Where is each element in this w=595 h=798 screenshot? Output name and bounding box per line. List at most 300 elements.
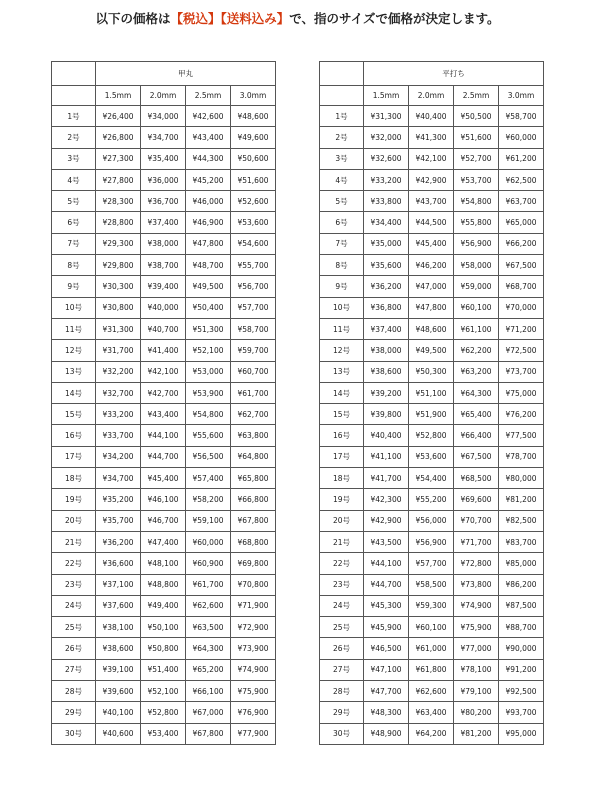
corner-cell xyxy=(320,62,364,86)
price-cell: ¥56,500 xyxy=(186,446,231,467)
width-header: 1.5mm xyxy=(96,86,141,106)
price-cell: ¥52,700 xyxy=(454,148,499,169)
price-cell: ¥51,900 xyxy=(409,404,454,425)
price-cell: ¥48,100 xyxy=(141,553,186,574)
price-cell: ¥60,100 xyxy=(454,297,499,318)
price-cell: ¥56,700 xyxy=(231,276,276,297)
price-cell: ¥82,500 xyxy=(499,510,544,531)
table-row xyxy=(320,340,544,361)
price-cell: ¥52,100 xyxy=(186,340,231,361)
ring-size-cell: 18号 xyxy=(52,468,96,489)
price-cell: ¥32,600 xyxy=(364,148,409,169)
price-cell: ¥43,500 xyxy=(364,531,409,552)
ring-size-cell: 15号 xyxy=(52,404,96,425)
price-cell: ¥38,600 xyxy=(364,361,409,382)
price-cell: ¥90,000 xyxy=(499,638,544,659)
price-cell: ¥67,500 xyxy=(454,446,499,467)
table-row xyxy=(320,638,544,659)
price-cell: ¥91,200 xyxy=(499,659,544,680)
price-cell: ¥78,700 xyxy=(499,446,544,467)
ring-size-cell: 11号 xyxy=(52,318,96,339)
price-cell: ¥40,000 xyxy=(141,297,186,318)
price-cell: ¥63,400 xyxy=(409,702,454,723)
table-row xyxy=(52,148,276,169)
width-header: 2.5mm xyxy=(186,86,231,106)
price-cell: ¥30,300 xyxy=(96,276,141,297)
price-cell: ¥46,100 xyxy=(141,489,186,510)
ring-size-cell: 22号 xyxy=(320,553,364,574)
ring-size-cell: 27号 xyxy=(320,659,364,680)
price-cell: ¥60,700 xyxy=(231,361,276,382)
price-cell: ¥85,000 xyxy=(499,553,544,574)
price-cell: ¥46,900 xyxy=(186,212,231,233)
table-row xyxy=(52,318,276,339)
ring-size-cell: 25号 xyxy=(320,617,364,638)
price-cell: ¥35,400 xyxy=(141,148,186,169)
ring-size-cell: 23号 xyxy=(320,574,364,595)
ring-size-cell: 8号 xyxy=(52,255,96,276)
price-cell: ¥88,700 xyxy=(499,617,544,638)
price-cell: ¥42,900 xyxy=(409,169,454,190)
headline-text-2: で、指のサイズで価格が決定します。 xyxy=(289,11,500,26)
price-cell: ¥36,800 xyxy=(364,297,409,318)
price-cell: ¥38,000 xyxy=(141,233,186,254)
ring-size-cell: 3号 xyxy=(52,148,96,169)
table-row xyxy=(52,574,276,595)
table-row xyxy=(320,404,544,425)
price-cell: ¥42,700 xyxy=(141,382,186,403)
ring-size-cell: 18号 xyxy=(320,468,364,489)
ring-size-cell: 13号 xyxy=(52,361,96,382)
price-cell: ¥42,900 xyxy=(364,510,409,531)
ring-size-cell: 12号 xyxy=(320,340,364,361)
table-row xyxy=(52,617,276,638)
price-cell: ¥30,800 xyxy=(96,297,141,318)
price-cell: ¥92,500 xyxy=(499,681,544,702)
price-cell: ¥70,800 xyxy=(231,574,276,595)
ring-size-cell: 24号 xyxy=(52,595,96,616)
price-cell: ¥64,800 xyxy=(231,446,276,467)
price-cell: ¥34,400 xyxy=(364,212,409,233)
table-row xyxy=(52,595,276,616)
price-cell: ¥76,200 xyxy=(499,404,544,425)
table-row xyxy=(320,297,544,318)
width-header: 2.5mm xyxy=(454,86,499,106)
table-row xyxy=(320,510,544,531)
price-cell: ¥52,600 xyxy=(231,191,276,212)
price-cell: ¥71,700 xyxy=(454,531,499,552)
ring-size-cell: 20号 xyxy=(320,510,364,531)
corner-cell xyxy=(52,62,96,86)
price-cell: ¥80,000 xyxy=(499,468,544,489)
table-row xyxy=(52,553,276,574)
style-label: 平打ち xyxy=(364,62,544,86)
table-row xyxy=(52,169,276,190)
table-row xyxy=(52,340,276,361)
ring-size-cell: 5号 xyxy=(320,191,364,212)
price-cell: ¥50,400 xyxy=(186,297,231,318)
price-cell: ¥68,500 xyxy=(454,468,499,489)
price-cell: ¥43,400 xyxy=(141,404,186,425)
table-row xyxy=(52,233,276,254)
price-cell: ¥28,300 xyxy=(96,191,141,212)
table-row xyxy=(320,489,544,510)
ring-size-cell: 20号 xyxy=(52,510,96,531)
price-cell: ¥39,600 xyxy=(96,681,141,702)
price-cell: ¥71,900 xyxy=(231,595,276,616)
ring-size-cell: 10号 xyxy=(52,297,96,318)
price-cell: ¥40,400 xyxy=(409,106,454,127)
price-cell: ¥45,200 xyxy=(186,169,231,190)
table-row xyxy=(52,681,276,702)
price-cell: ¥58,700 xyxy=(231,318,276,339)
table-row xyxy=(320,723,544,744)
ring-size-cell: 27号 xyxy=(52,659,96,680)
table-row xyxy=(320,595,544,616)
table-row xyxy=(52,255,276,276)
price-cell: ¥54,800 xyxy=(186,404,231,425)
price-cell: ¥48,600 xyxy=(231,106,276,127)
ring-size-cell: 21号 xyxy=(52,531,96,552)
ring-size-cell: 30号 xyxy=(52,723,96,744)
price-cell: ¥70,700 xyxy=(454,510,499,531)
table-row xyxy=(320,276,544,297)
price-cell: ¥76,900 xyxy=(231,702,276,723)
price-cell: ¥54,800 xyxy=(454,191,499,212)
table-row xyxy=(320,446,544,467)
price-cell: ¥36,000 xyxy=(141,169,186,190)
price-cell: ¥41,700 xyxy=(364,468,409,489)
price-table-komaru xyxy=(51,61,276,745)
ring-size-cell: 16号 xyxy=(320,425,364,446)
price-cell: ¥43,400 xyxy=(186,127,231,148)
table-row xyxy=(52,297,276,318)
price-cell: ¥54,600 xyxy=(231,233,276,254)
table-row xyxy=(320,233,544,254)
ring-size-cell: 23号 xyxy=(52,574,96,595)
price-cell: ¥58,200 xyxy=(186,489,231,510)
style-label: 甲丸 xyxy=(96,62,276,86)
price-cell: ¥47,700 xyxy=(364,681,409,702)
price-cell: ¥40,600 xyxy=(96,723,141,744)
price-cell: ¥67,800 xyxy=(186,723,231,744)
price-cell: ¥75,900 xyxy=(231,681,276,702)
price-cell: ¥34,000 xyxy=(141,106,186,127)
table-row xyxy=(52,510,276,531)
price-cell: ¥48,700 xyxy=(186,255,231,276)
ring-size-cell: 9号 xyxy=(52,276,96,297)
price-cell: ¥66,800 xyxy=(231,489,276,510)
price-cell: ¥77,500 xyxy=(499,425,544,446)
price-cell: ¥37,400 xyxy=(141,212,186,233)
table-row xyxy=(52,212,276,233)
price-cell: ¥42,600 xyxy=(186,106,231,127)
price-cell: ¥60,900 xyxy=(186,553,231,574)
price-cell: ¥36,200 xyxy=(96,531,141,552)
price-cell: ¥61,100 xyxy=(454,318,499,339)
ring-size-cell: 1号 xyxy=(320,106,364,127)
ring-size-cell: 15号 xyxy=(320,404,364,425)
price-cell: ¥46,000 xyxy=(186,191,231,212)
price-cell: ¥52,800 xyxy=(409,425,454,446)
width-header: 1.5mm xyxy=(364,86,409,106)
price-cell: ¥41,400 xyxy=(141,340,186,361)
price-cell: ¥40,100 xyxy=(96,702,141,723)
price-cell: ¥69,800 xyxy=(231,553,276,574)
headline-shipping-label: 【送料込み】 xyxy=(220,11,290,26)
price-cell: ¥27,300 xyxy=(96,148,141,169)
price-cell: ¥46,200 xyxy=(409,255,454,276)
table-row xyxy=(52,659,276,680)
price-cell: ¥51,300 xyxy=(186,318,231,339)
price-cell: ¥35,200 xyxy=(96,489,141,510)
price-cell: ¥49,500 xyxy=(186,276,231,297)
price-cell: ¥47,800 xyxy=(409,297,454,318)
table-row xyxy=(320,382,544,403)
table-row xyxy=(52,638,276,659)
price-cell: ¥38,000 xyxy=(364,340,409,361)
price-cell: ¥74,900 xyxy=(454,595,499,616)
price-cell: ¥67,500 xyxy=(499,255,544,276)
price-cell: ¥49,600 xyxy=(231,127,276,148)
price-cell: ¥26,800 xyxy=(96,127,141,148)
price-cell: ¥53,000 xyxy=(186,361,231,382)
table-row xyxy=(320,617,544,638)
price-cell: ¥81,200 xyxy=(454,723,499,744)
price-cell: ¥62,500 xyxy=(499,169,544,190)
price-cell: ¥48,300 xyxy=(364,702,409,723)
price-cell: ¥47,000 xyxy=(409,276,454,297)
price-cell: ¥38,100 xyxy=(96,617,141,638)
price-cell: ¥74,900 xyxy=(231,659,276,680)
price-cell: ¥54,400 xyxy=(409,468,454,489)
price-cell: ¥52,100 xyxy=(141,681,186,702)
price-cell: ¥83,700 xyxy=(499,531,544,552)
price-cell: ¥50,600 xyxy=(231,148,276,169)
ring-size-cell: 2号 xyxy=(320,127,364,148)
price-cell: ¥73,800 xyxy=(454,574,499,595)
price-cell: ¥72,800 xyxy=(454,553,499,574)
price-cell: ¥31,300 xyxy=(364,106,409,127)
price-cell: ¥39,200 xyxy=(364,382,409,403)
table-row xyxy=(320,702,544,723)
price-cell: ¥37,400 xyxy=(364,318,409,339)
ring-size-cell: 30号 xyxy=(320,723,364,744)
price-cell: ¥67,000 xyxy=(186,702,231,723)
price-cell: ¥48,600 xyxy=(409,318,454,339)
price-cell: ¥73,900 xyxy=(231,638,276,659)
price-cell: ¥36,600 xyxy=(96,553,141,574)
price-cell: ¥42,100 xyxy=(409,148,454,169)
price-cell: ¥61,800 xyxy=(409,659,454,680)
price-cell: ¥35,600 xyxy=(364,255,409,276)
price-cell: ¥55,200 xyxy=(409,489,454,510)
price-cell: ¥44,700 xyxy=(141,446,186,467)
price-cell: ¥27,800 xyxy=(96,169,141,190)
headline-underline xyxy=(110,28,488,34)
price-cell: ¥45,900 xyxy=(364,617,409,638)
price-cell: ¥50,800 xyxy=(141,638,186,659)
price-cell: ¥43,700 xyxy=(409,191,454,212)
width-header: 3.0mm xyxy=(499,86,544,106)
table-row xyxy=(320,148,544,169)
price-cell: ¥72,900 xyxy=(231,617,276,638)
corner-cell xyxy=(52,86,96,106)
table-row xyxy=(320,212,544,233)
price-cell: ¥68,700 xyxy=(499,276,544,297)
price-cell: ¥41,300 xyxy=(409,127,454,148)
price-cell: ¥40,400 xyxy=(364,425,409,446)
ring-size-cell: 7号 xyxy=(320,233,364,254)
price-cell: ¥68,800 xyxy=(231,531,276,552)
price-cell: ¥57,700 xyxy=(231,297,276,318)
ring-size-cell: 3号 xyxy=(320,148,364,169)
price-cell: ¥61,200 xyxy=(499,148,544,169)
ring-size-cell: 2号 xyxy=(52,127,96,148)
price-cell: ¥62,600 xyxy=(409,681,454,702)
price-cell: ¥58,500 xyxy=(409,574,454,595)
price-cell: ¥61,000 xyxy=(409,638,454,659)
price-cell: ¥65,800 xyxy=(231,468,276,489)
price-cell: ¥47,800 xyxy=(186,233,231,254)
ring-size-cell: 28号 xyxy=(320,681,364,702)
price-cell: ¥35,000 xyxy=(364,233,409,254)
price-cell: ¥58,000 xyxy=(454,255,499,276)
price-cell: ¥63,800 xyxy=(231,425,276,446)
price-cell: ¥73,700 xyxy=(499,361,544,382)
price-cell: ¥58,700 xyxy=(499,106,544,127)
ring-size-cell: 17号 xyxy=(52,446,96,467)
width-header: 2.0mm xyxy=(409,86,454,106)
ring-size-cell: 5号 xyxy=(52,191,96,212)
price-cell: ¥63,500 xyxy=(186,617,231,638)
price-table-hirauchi xyxy=(319,61,544,745)
table-row xyxy=(52,723,276,744)
ring-size-cell: 11号 xyxy=(320,318,364,339)
table-row xyxy=(52,425,276,446)
ring-size-cell: 6号 xyxy=(52,212,96,233)
price-cell: ¥61,700 xyxy=(186,574,231,595)
price-cell: ¥56,000 xyxy=(409,510,454,531)
ring-size-cell: 10号 xyxy=(320,297,364,318)
ring-size-cell: 6号 xyxy=(320,212,364,233)
ring-size-cell: 4号 xyxy=(52,169,96,190)
headline-text-1: 以下の価格は xyxy=(95,11,171,26)
ring-size-cell: 8号 xyxy=(320,255,364,276)
price-cell: ¥63,200 xyxy=(454,361,499,382)
price-cell: ¥33,800 xyxy=(364,191,409,212)
price-cell: ¥63,700 xyxy=(499,191,544,212)
ring-size-cell: 16号 xyxy=(52,425,96,446)
price-cell: ¥34,700 xyxy=(141,127,186,148)
table-row xyxy=(320,169,544,190)
price-cell: ¥44,100 xyxy=(141,425,186,446)
ring-size-cell: 29号 xyxy=(320,702,364,723)
table-row xyxy=(52,106,276,127)
price-cell: ¥60,100 xyxy=(409,617,454,638)
price-cell: ¥59,300 xyxy=(409,595,454,616)
table-row xyxy=(320,553,544,574)
price-cell: ¥47,400 xyxy=(141,531,186,552)
price-headline xyxy=(0,6,595,32)
table-row xyxy=(320,425,544,446)
price-cell: ¥33,700 xyxy=(96,425,141,446)
price-cell: ¥86,200 xyxy=(499,574,544,595)
price-cell: ¥42,100 xyxy=(141,361,186,382)
price-cell: ¥35,700 xyxy=(96,510,141,531)
price-cell: ¥79,100 xyxy=(454,681,499,702)
price-cell: ¥81,200 xyxy=(499,489,544,510)
ring-size-cell: 21号 xyxy=(320,531,364,552)
price-cell: ¥61,700 xyxy=(231,382,276,403)
price-cell: ¥51,600 xyxy=(454,127,499,148)
price-cell: ¥48,900 xyxy=(364,723,409,744)
ring-size-cell: 13号 xyxy=(320,361,364,382)
price-cell: ¥33,200 xyxy=(364,169,409,190)
table-row xyxy=(320,318,544,339)
ring-size-cell: 26号 xyxy=(320,638,364,659)
table-row xyxy=(320,106,544,127)
ring-size-cell: 25号 xyxy=(52,617,96,638)
ring-size-cell: 17号 xyxy=(320,446,364,467)
price-cell: ¥50,300 xyxy=(409,361,454,382)
price-cell: ¥80,200 xyxy=(454,702,499,723)
price-cell: ¥59,700 xyxy=(231,340,276,361)
ring-size-cell: 29号 xyxy=(52,702,96,723)
price-cell: ¥77,000 xyxy=(454,638,499,659)
price-cell: ¥45,400 xyxy=(141,468,186,489)
price-cell: ¥37,600 xyxy=(96,595,141,616)
ring-size-cell: 22号 xyxy=(52,553,96,574)
price-cell: ¥67,800 xyxy=(231,510,276,531)
price-cell: ¥36,700 xyxy=(141,191,186,212)
price-cell: ¥53,400 xyxy=(141,723,186,744)
price-cell: ¥62,600 xyxy=(186,595,231,616)
ring-size-cell: 4号 xyxy=(320,169,364,190)
table-row xyxy=(52,404,276,425)
table-row xyxy=(52,382,276,403)
price-cell: ¥44,700 xyxy=(364,574,409,595)
ring-size-cell: 12号 xyxy=(52,340,96,361)
price-cell: ¥40,700 xyxy=(141,318,186,339)
price-cell: ¥55,600 xyxy=(186,425,231,446)
price-cell: ¥56,900 xyxy=(454,233,499,254)
table-row xyxy=(52,531,276,552)
price-cell: ¥64,200 xyxy=(409,723,454,744)
price-cell: ¥37,100 xyxy=(96,574,141,595)
price-cell: ¥66,400 xyxy=(454,425,499,446)
price-cell: ¥65,000 xyxy=(499,212,544,233)
price-cell: ¥60,000 xyxy=(186,531,231,552)
table-row xyxy=(52,468,276,489)
table-row xyxy=(320,255,544,276)
price-cell: ¥41,100 xyxy=(364,446,409,467)
price-cell: ¥69,600 xyxy=(454,489,499,510)
price-cell: ¥56,900 xyxy=(409,531,454,552)
price-cell: ¥78,100 xyxy=(454,659,499,680)
price-cell: ¥87,500 xyxy=(499,595,544,616)
price-cell: ¥59,000 xyxy=(454,276,499,297)
price-cell: ¥72,500 xyxy=(499,340,544,361)
price-cell: ¥48,800 xyxy=(141,574,186,595)
ring-size-cell: 1号 xyxy=(52,106,96,127)
price-cell: ¥39,400 xyxy=(141,276,186,297)
price-cell: ¥62,700 xyxy=(231,404,276,425)
price-cell: ¥33,200 xyxy=(96,404,141,425)
table-row xyxy=(320,681,544,702)
price-cell: ¥31,700 xyxy=(96,340,141,361)
price-cell: ¥62,200 xyxy=(454,340,499,361)
